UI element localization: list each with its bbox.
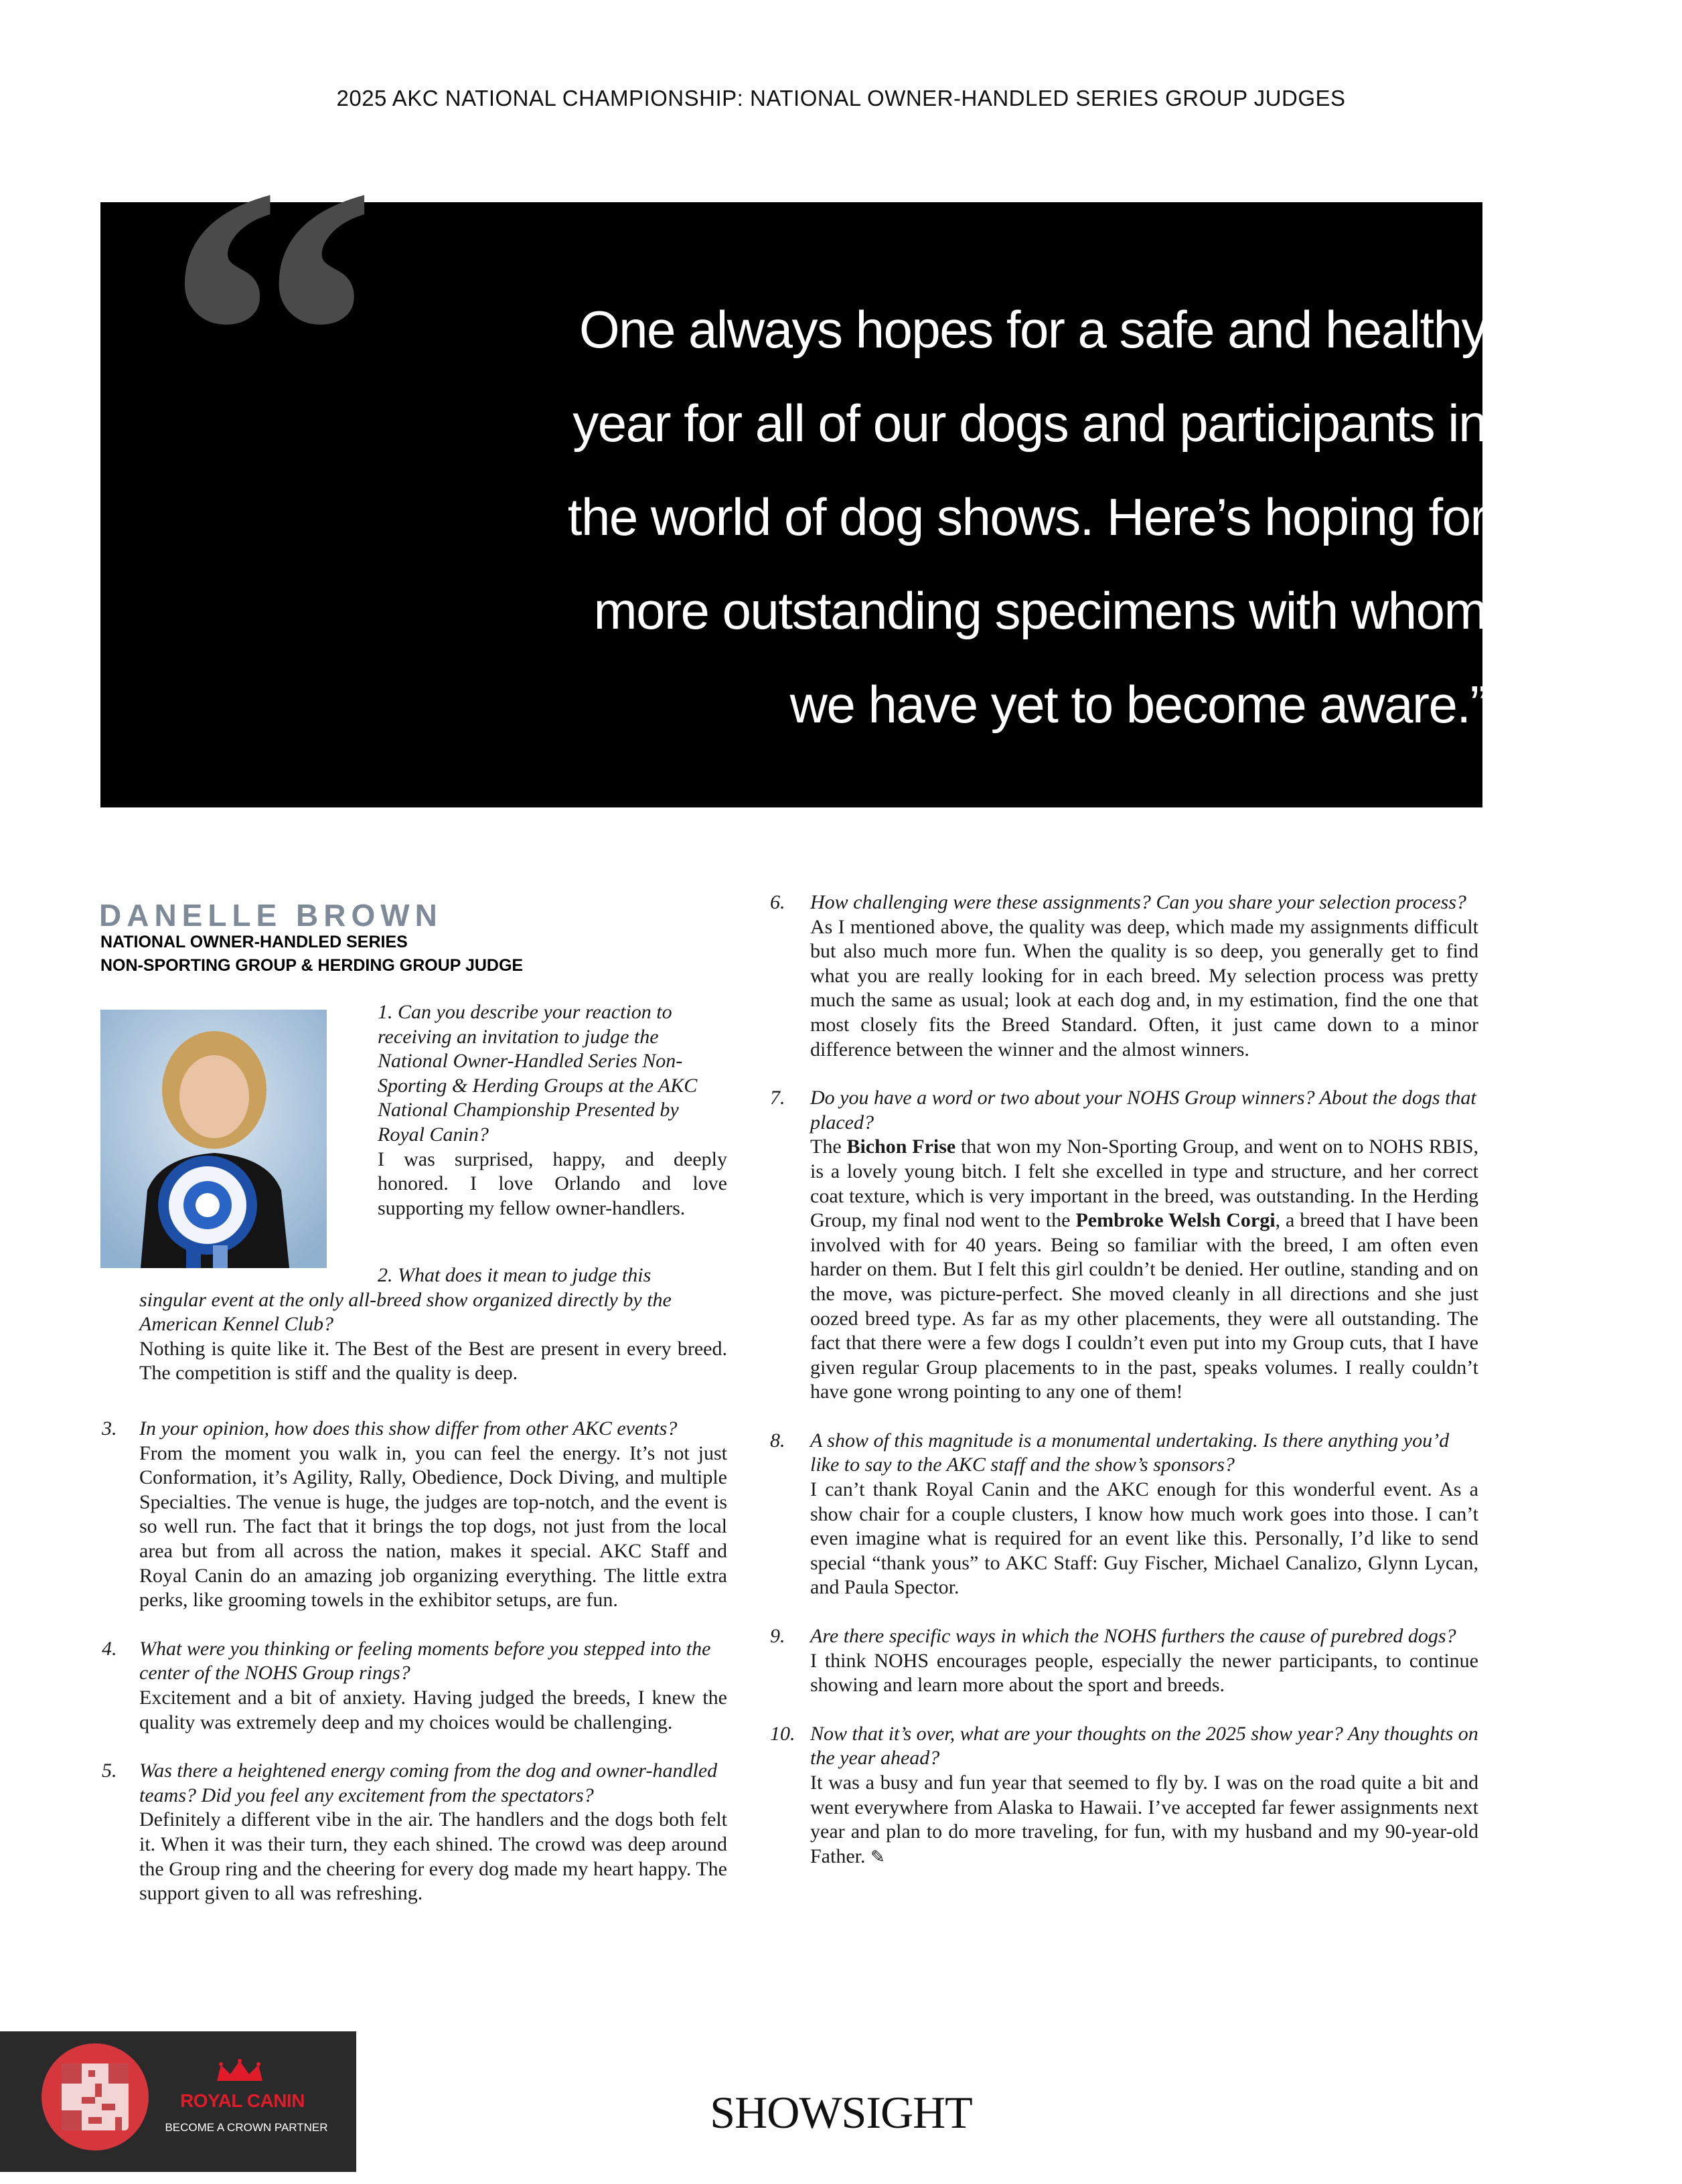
crown-partner-link[interactable]: BECOME A CROWN PARTNER bbox=[165, 2121, 328, 2134]
answer-5: Definitely a different vibe in the air. The handlers and the dogs both felt it. When it was their turn, they each shined. The crowd was deep around the Group ring and the cheering for every dog made my heart happy. The support given to all was refreshing. bbox=[139, 1808, 727, 1905]
author-name: DANELLE BROWN bbox=[99, 898, 443, 933]
question-10: Now that it’s over, what are your thoughts on the 2025 show year? Any thoughts on the year ahead? bbox=[810, 1722, 1478, 1770]
question-1: 1. Can you describe your reaction to receiving an invitation to judge the National Owner-Handled Series Non-Sporting & Herding Groups at the AKC National Championship Presented by Royal Canin? bbox=[378, 1001, 698, 1146]
item-number: 3. bbox=[102, 1417, 117, 1439]
left-column-items bbox=[102, 1417, 727, 1930]
answer-9: I think NOHS encourages people, especially the newer participants, to continue showing and learn more about the sport and breeds. bbox=[810, 1649, 1478, 1697]
pull-quote-block bbox=[100, 99, 1486, 807]
breed-pembroke-welsh-corgi: Pembroke Welsh Corgi bbox=[1075, 1209, 1276, 1232]
quote-line: year for all of our dogs and participants in bbox=[572, 394, 1486, 453]
question-7: Do you have a word or two about your NOHS Group winners? About the dogs that placed? bbox=[810, 1087, 1476, 1134]
item-number: 8. bbox=[770, 1429, 785, 1452]
item-number: 10. bbox=[770, 1722, 795, 1745]
answer-7 bbox=[810, 1135, 1478, 1405]
answer-8: I can’t thank Royal Canin and the AKC enough for this wonderful event. As a show chair for a couple clusters, I know how much work goes into those. I can’t even imagine what is required for an event like this. Personally, I’d like to send special “thank yous” to AKC Staff: Guy Fischer, Michael Canalizo, Glynn Lycan, and Paula Spector. bbox=[810, 1478, 1478, 1599]
item-number: 4. bbox=[102, 1637, 117, 1660]
q1-block bbox=[378, 1000, 727, 1221]
qa-item-8 bbox=[770, 1429, 1478, 1600]
author-photo-illustration bbox=[100, 1010, 327, 1268]
quote-line: we have yet to become aware.” bbox=[789, 675, 1486, 734]
breed-bichon-frise: Bichon Frise bbox=[846, 1136, 956, 1158]
quote-line: more outstanding specimens with whom bbox=[593, 581, 1486, 640]
answer-2: Nothing is quite like it. The Best of the Best are present in every breed. The competition is stiff and the quality is deep. bbox=[139, 1337, 727, 1385]
item-number: 6. bbox=[770, 891, 785, 913]
item-number: 7. bbox=[770, 1087, 785, 1109]
sponsor-brand: ROYAL CANIN bbox=[180, 2090, 305, 2111]
q2-block bbox=[139, 1263, 727, 1386]
answer-7-part: , a breed that I have been involved with for 40 years. Being so familiar with the breed, I am often even harder on them. But I felt this girl couldn’t be denied. Her outline, standing and on the move, was picture-perfect. She moved cleanly in all directions and she just oozed breed type. As far as my other placements, they were all outstanding. The fact that there were a few dogs I couldn’t even put into my Group cuts, that I have given regular Group placements to in the past, speaks volumes. I really couldn’t have gone wrong pointing to any one of them! bbox=[810, 1209, 1478, 1403]
qa-item-4 bbox=[102, 1637, 727, 1735]
item-number: 5. bbox=[102, 1760, 117, 1782]
qa-item-5 bbox=[102, 1759, 727, 1906]
pull-quote-text bbox=[268, 283, 1486, 751]
showsight-logo: SHOWSIGHT bbox=[710, 2087, 972, 2138]
qa-item-3 bbox=[102, 1417, 727, 1613]
author-title-1: NATIONAL OWNER-HANDLED SERIES bbox=[100, 933, 408, 951]
right-column-items bbox=[770, 890, 1478, 1893]
answer-1: I was surprised, happy, and deeply honored. I love Orlando and love supporting my fellow owner-handlers. bbox=[378, 1148, 727, 1219]
quote-line: One always hopes for a safe and healthy bbox=[579, 300, 1486, 359]
question-2: singular event at the only all-breed show organized directly by the American Kennel Club? bbox=[139, 1288, 672, 1336]
question-8: A show of this magnitude is a monumental undertaking. Is there anything you’d like to say to the AKC staff and the show’s sponsors? bbox=[810, 1429, 1450, 1476]
question-3: In your opinion, how does this show differ from other AKC events? bbox=[139, 1417, 678, 1439]
royal-canin-crown-icon bbox=[213, 2058, 266, 2085]
answer-4: Excitement and a bit of anxiety. Having judged the breeds, I knew the quality was extremely deep and my choices would be challenging. bbox=[139, 1686, 727, 1733]
quote-line: the world of dog shows. Here’s hoping for bbox=[567, 487, 1486, 546]
answer-7-part: The bbox=[810, 1136, 847, 1158]
question-6: How challenging were these assignments? Can you share your selection process? bbox=[810, 891, 1466, 913]
answer-3: From the moment you walk in, you can feel the energy. It’s not just Conformation, it’s Agility, Rally, Obedience, Dock Diving, and multiple Specialties. The venue is huge, the judges are top-notch, and the event is so well run. The fact that it brings the top dogs, not just from the local area but from all across the nation, makes it special. AKC Staff and Royal Canin do an amazing job organizing everything. The little extra perks, like grooming towels in the exhibitor setups, are fun. bbox=[139, 1441, 727, 1612]
qa-item-10 bbox=[770, 1722, 1478, 1870]
qa-item-7 bbox=[770, 1086, 1478, 1405]
question-4: What were you thinking or feeling moments before you stepped into the center of the NOHS Group rings? bbox=[139, 1637, 711, 1685]
open-quote-icon: “ bbox=[164, 99, 378, 573]
question-2-lead: 2. What does it mean to judge this bbox=[378, 1264, 652, 1286]
answer-10 bbox=[810, 1771, 1478, 1869]
answer-10-text: It was a busy and fun year that seemed to fly by. I was on the road quite a bit and went everywhere from Alaska to Hawaii. I’ve accepted far fewer assignments next year and plan to do more traveling, for fun, with my husband and my 90-year-old Father. bbox=[810, 1772, 1478, 1867]
question-9: Are there specific ways in which the NOHS furthers the cause of purebred dogs? bbox=[810, 1625, 1456, 1648]
item-number: 9. bbox=[770, 1625, 785, 1648]
qa-item-9 bbox=[770, 1624, 1478, 1698]
page-header: 2025 AKC NATIONAL CHAMPIONSHIP: NATIONAL OWNER-HANDLED SERIES GROUP JUDGES bbox=[336, 86, 1346, 110]
qa-item-6 bbox=[770, 890, 1478, 1062]
answer-6: As I mentioned above, the quality was deep, which made my assignments difficult but also much more fun. When the quality is so deep, you generally get to find what you are really looking for in each breed. My selection process was pretty much the same as usual; look at each dog and, in my estimation, find the one that most closely fits the Breed Standard. Often, it just came down to a minor difference between the winner and the almost winners. bbox=[810, 915, 1478, 1061]
author-photo bbox=[100, 1010, 327, 1268]
author-title-2: NON-SPORTING GROUP & HERDING GROUP JUDGE bbox=[100, 956, 524, 975]
question-5: Was there a heightened energy coming from the dog and owner-handled teams? Did you feel any excitement from the spectators? bbox=[139, 1760, 718, 1806]
answer-7-part: that won my Non-Sporting Group, and went on to NOHS RBIS, is a lovely young bitch. I felt she excelled in type and structure, and her correct coat texture, which is very important in the breed, was outstanding. In the Herding Group, my final nod went to the bbox=[810, 1136, 1479, 1232]
end-mark-icon: ✎ bbox=[870, 1847, 885, 1867]
